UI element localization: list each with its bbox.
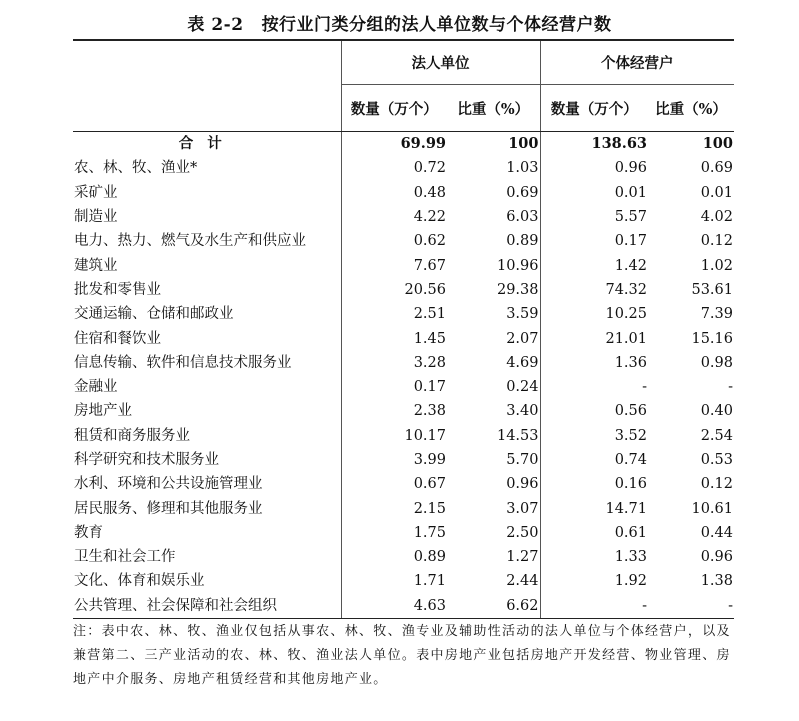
cell-legal-count: 2.51 — [413, 306, 446, 323]
cell-legal-ratio: 3.07 — [447, 496, 540, 520]
cell-legal-ratio: 3.40 — [447, 399, 540, 423]
cell-individual-ratio: 4.02 — [700, 209, 733, 226]
cell-individual-ratio: 10.61 — [691, 500, 733, 517]
cell-legal-count: 0.62 — [413, 233, 446, 250]
cell-individual-ratio: 0.96 — [700, 549, 733, 566]
row-name: 制造业 — [73, 205, 341, 229]
cell-individual-ratio: - — [648, 594, 734, 619]
table-row — [73, 351, 734, 375]
row-name: 交通运输、仓储和邮政业 — [73, 302, 341, 326]
cell-individual-count: 3.52 — [614, 427, 647, 444]
cell-legal-count: 1.71 — [413, 573, 446, 590]
table-row — [73, 399, 734, 423]
cell-legal-ratio: 6.03 — [447, 205, 540, 229]
cell-legal-ratio: 6.62 — [447, 594, 540, 619]
cell-individual-count: 1.92 — [614, 573, 647, 590]
cell-individual-ratio: 7.39 — [700, 306, 733, 323]
table-row — [73, 594, 734, 619]
cell-legal-count: 10.17 — [404, 427, 446, 444]
cell-legal-count: 4.22 — [413, 209, 446, 226]
cell-legal-ratio: 2.44 — [447, 569, 540, 593]
cell-legal-count: 0.48 — [413, 184, 446, 201]
table-row — [73, 569, 734, 593]
row-name: 科学研究和技术服务业 — [73, 448, 341, 472]
group-header-individual: 个体经营户 — [540, 40, 734, 85]
cell-individual-ratio: - — [728, 379, 733, 396]
cell-individual-ratio: 1.02 — [700, 257, 733, 274]
cell-individual-count: 0.56 — [614, 403, 647, 420]
cell-legal-ratio: 2.07 — [447, 326, 540, 350]
stub-header — [73, 40, 341, 132]
cell-individual-count: 0.96 — [614, 160, 647, 177]
cell-legal-count: 7.67 — [413, 257, 446, 274]
row-name: 卫生和社会工作 — [73, 545, 341, 569]
table-row — [73, 326, 734, 350]
cell-legal-count: 0.67 — [413, 476, 446, 493]
cell-legal-ratio: 100 — [447, 132, 540, 157]
cell-individual-ratio: 0.12 — [700, 233, 733, 250]
cell-legal-count: 69.99 — [400, 135, 446, 153]
col-header-legal-ratio: 比重（%） — [447, 85, 540, 132]
cell-individual-ratio: 15.16 — [691, 330, 733, 347]
row-name: 采矿业 — [73, 181, 341, 205]
row-name: 批发和零售业 — [73, 278, 341, 302]
cell-legal-ratio: 0.24 — [447, 375, 540, 399]
col-header-individual-count: 数量（万个） — [540, 85, 648, 132]
row-name: 居民服务、修理和其他服务业 — [73, 496, 341, 520]
table-row — [73, 205, 734, 229]
row-name: 住宿和餐饮业 — [73, 326, 341, 350]
row-name: 租赁和商务服务业 — [73, 424, 341, 448]
cell-legal-ratio: 0.89 — [447, 229, 540, 253]
cell-legal-ratio: 3.59 — [447, 302, 540, 326]
cell-legal-count: 2.38 — [413, 403, 446, 420]
col-header-legal-count: 数量（万个） — [341, 85, 447, 132]
row-name: 房地产业 — [73, 399, 341, 423]
table-row — [73, 472, 734, 496]
row-name: 公共管理、社会保障和社会组织 — [73, 594, 341, 619]
table-row — [73, 375, 734, 399]
row-name: 文化、体育和娱乐业 — [73, 569, 341, 593]
cell-legal-count: 3.99 — [413, 452, 446, 468]
table-row — [73, 448, 734, 472]
cell-legal-ratio: 14.53 — [447, 424, 540, 448]
table-title — [0, 10, 799, 35]
table-title-text: 按行业门类分组的法人单位数与个体经营户数 — [261, 15, 612, 35]
cell-individual-count: 0.61 — [614, 524, 647, 541]
cell-individual-count: 0.74 — [614, 452, 647, 468]
cell-individual-count: - — [540, 594, 648, 619]
row-name: 金融业 — [73, 375, 341, 399]
cell-legal-count: 0.17 — [413, 379, 446, 396]
cell-legal-ratio: 0.96 — [447, 472, 540, 496]
table-row — [73, 229, 734, 253]
table-row — [73, 181, 734, 205]
cell-individual-count: 21.01 — [605, 330, 647, 347]
row-name: 电力、热力、燃气及水生产和供应业 — [73, 229, 341, 253]
cell-legal-ratio: 4.69 — [447, 351, 540, 375]
cell-individual-ratio: 0.40 — [700, 403, 733, 420]
cell-legal-ratio: 1.03 — [447, 156, 540, 180]
table-number: 表 2-2 — [187, 15, 244, 35]
table-row — [73, 302, 734, 326]
cell-legal-count: 3.28 — [413, 354, 446, 371]
cell-individual-ratio: 1.38 — [700, 573, 733, 590]
cell-legal-count: 2.15 — [413, 500, 446, 517]
table-row — [73, 521, 734, 545]
table-row — [73, 424, 734, 448]
col-header-individual-ratio: 比重（%） — [648, 85, 734, 132]
cell-individual-count: 138.63 — [591, 135, 647, 153]
cell-individual-count: 14.71 — [605, 500, 647, 517]
cell-individual-count: 1.33 — [614, 549, 647, 566]
cell-individual-count: 0.16 — [614, 476, 647, 493]
row-name: 建筑业 — [73, 253, 341, 277]
cell-individual-count: 1.42 — [614, 257, 647, 274]
cell-legal-ratio: 2.50 — [447, 521, 540, 545]
table-row — [73, 545, 734, 569]
total-row — [73, 132, 734, 157]
cell-legal-count: 0.89 — [413, 549, 446, 566]
table-row — [73, 278, 734, 302]
cell-individual-ratio: 0.12 — [700, 476, 733, 493]
table-row — [73, 253, 734, 277]
cell-individual-count: 10.25 — [605, 306, 647, 323]
row-name: 水利、环境和公共设施管理业 — [73, 472, 341, 496]
cell-individual-ratio: 0.53 — [700, 452, 733, 468]
table-body — [73, 132, 734, 619]
cell-individual-ratio: 0.98 — [700, 354, 733, 371]
cell-legal-count: 0.72 — [413, 160, 446, 177]
cell-individual-ratio: 100 — [702, 135, 733, 153]
table-note: 注：表中农、林、牧、渔业仅包括从事农、林、牧、渔专业及辅助性活动的法人单位与个体经营户，以及兼营第二、三产业活动的农、林、牧、渔业法人单位。表中房地产业包括房地产开发经营、物业管理、房地产中介服务、房地产租赁经营和其他房地产业。 — [73, 624, 731, 687]
cell-individual-count: 1.36 — [614, 354, 647, 371]
cell-individual-count: 74.32 — [605, 281, 647, 298]
cell-individual-ratio: 0.44 — [700, 524, 733, 541]
cell-individual-ratio: 0.01 — [700, 184, 733, 201]
cell-legal-ratio: 0.69 — [447, 181, 540, 205]
group-header-legal: 法人单位 — [341, 40, 540, 85]
cell-legal-ratio: 10.96 — [447, 253, 540, 277]
cell-legal-count: 1.75 — [413, 524, 446, 541]
cell-legal-count: 1.45 — [413, 330, 446, 347]
row-name: 信息传输、软件和信息技术服务业 — [73, 351, 341, 375]
cell-individual-ratio: 0.69 — [700, 160, 733, 177]
cell-legal-ratio: 29.38 — [447, 278, 540, 302]
cell-individual-count: 0.17 — [614, 233, 647, 250]
cell-legal-ratio: 5.70 — [447, 448, 540, 472]
cell-individual-ratio: 53.61 — [691, 281, 733, 298]
row-name: 农、林、牧、渔业* — [73, 156, 341, 180]
row-name: 合计 — [73, 132, 341, 157]
cell-individual-count: 5.57 — [614, 209, 647, 226]
row-name: 教育 — [73, 521, 341, 545]
cell-individual-count: 0.01 — [614, 184, 647, 201]
cell-legal-ratio: 1.27 — [447, 545, 540, 569]
table-header — [73, 40, 734, 132]
cell-legal-count: 4.63 — [341, 594, 447, 619]
industry-table — [73, 39, 734, 619]
table-row — [73, 156, 734, 180]
cell-individual-count: - — [642, 379, 647, 396]
table-row — [73, 496, 734, 520]
cell-individual-ratio: 2.54 — [700, 427, 733, 444]
cell-legal-count: 20.56 — [404, 281, 446, 298]
